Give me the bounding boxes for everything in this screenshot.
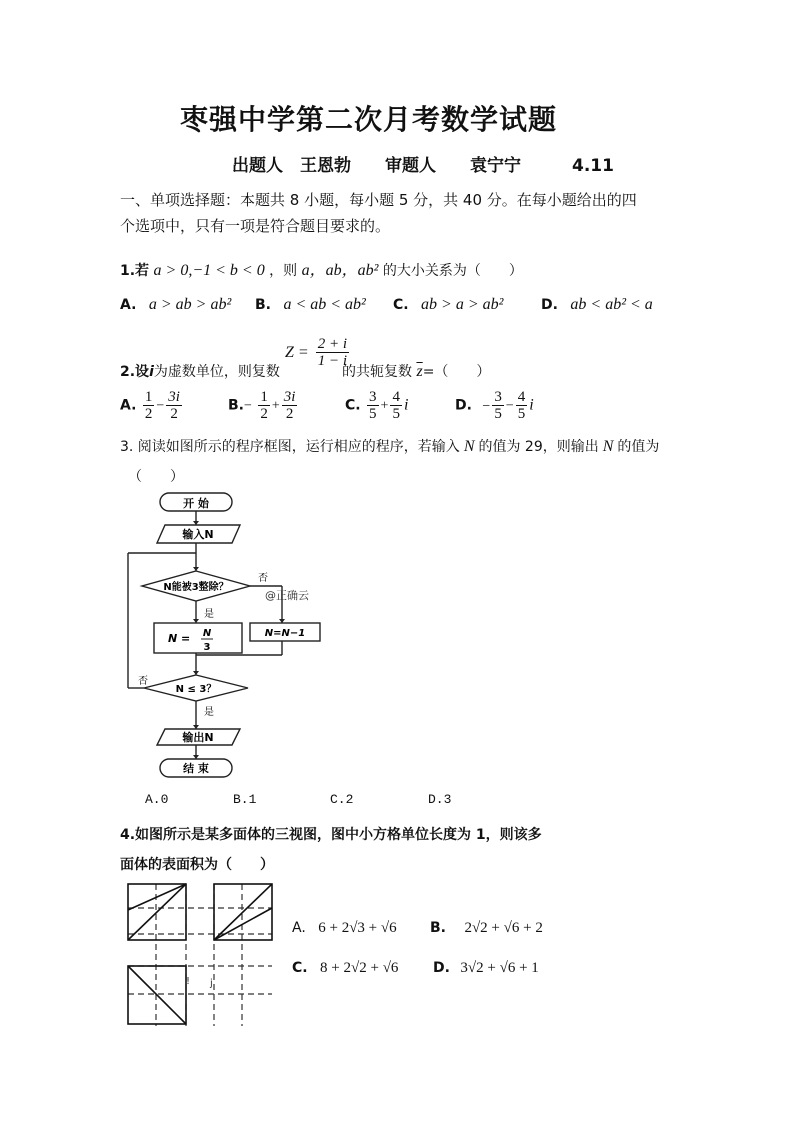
q3-line1c: 的值为 [617,439,660,455]
q1-option-a[interactable] [120,296,231,314]
option-label: C. [393,297,409,313]
option-label: B. [255,297,271,313]
option-expr: 6 + 2√3 + √6 [318,920,397,936]
q3-n: N [463,438,475,455]
watermark: @正确云 [265,589,309,602]
flow-end-text: 结 束 [183,762,209,775]
flow-assign2-text: N=N−1 [264,628,306,639]
option-label: D. [455,397,472,414]
q1-option-d[interactable] [541,296,653,314]
frac-den: 5 [369,406,377,422]
frac-den: 5 [517,406,526,422]
option-expr: 3√2 + √6 + 1 [460,960,539,976]
q3-option-c[interactable]: C.2 [330,792,354,807]
q1-mid: ，则 [269,263,298,279]
option-label: D. [541,297,558,313]
q3-option-b[interactable]: B.1 [233,792,257,807]
op: − [505,398,514,414]
flow-start-text: 开 始 [183,497,209,510]
frac-num: 1 [144,389,153,405]
flow-cond1-text: N能被3整除？ [163,582,229,593]
op: + [380,398,389,414]
frac-num: 3 [494,389,502,405]
q4-option-d[interactable] [433,960,539,977]
q1-prefix: 1.若 [120,263,150,279]
q4-option-c[interactable] [292,960,398,977]
option-expr: ab < ab² < a [570,296,653,313]
question-4-line2: 面体的表面积为（ ） [120,857,274,873]
flow-output-text: 输出N [182,731,214,744]
q3-option-d[interactable]: D.3 [428,792,452,807]
q2-option-a[interactable] [120,389,184,422]
q4-option-b[interactable] [430,920,543,937]
page-title: 枣强中学第二次月考数学试题 [180,103,558,136]
frac-den: 2 [170,406,178,422]
flow-assign1-lhs: N = [168,632,191,645]
frac-num: 4 [392,389,400,405]
flow-yes2: 是 [204,707,214,718]
q2-conj-text: 的共轭复数 [342,364,412,380]
flow-no1: 否 [258,573,268,584]
frac-den: 2 [144,406,153,422]
section-instruction-line1: 一、单项选择题：本题共 8 小题，每小题 5 分，共 40 分。在每小题给出的四 [120,191,637,209]
frac-den: 2 [260,406,268,422]
frac-den: 5 [392,406,400,422]
option-label: A. [292,920,306,936]
question-4-line1: 4.如图所示是某多面体的三视图，图中小方格单位长度为 1，则该多 [120,827,542,843]
q2-i: i [149,364,154,380]
question-2 [120,361,280,381]
option-label: C. [292,960,308,976]
q2-option-d[interactable] [455,389,534,422]
sign: − [244,398,252,414]
q3-line1b: 的值为 29，则输出 [478,439,599,455]
option-expr: ab > a > ab² [421,296,504,313]
q1-option-c[interactable] [393,296,503,314]
flow-assign1-num: N [202,628,212,639]
q2-z-eq: Z = [285,344,309,361]
mark-1: ! [186,976,191,987]
q2-conj [342,361,490,381]
q2-z-den: 1 − i [317,353,348,369]
q3-answer-paren: （ ） [128,469,184,485]
frac-num: 4 [517,389,526,405]
flow-no2: 否 [138,676,148,687]
option-expr: 8 + 2√2 + √6 [320,960,399,976]
option-label: B. [228,397,244,414]
flowchart [110,485,350,785]
q1-condition: a > 0,−1 < b < 0 [153,262,265,279]
sign: − [482,398,491,414]
question-3 [120,436,659,456]
op: − [156,398,165,414]
frac-num: 3i [168,389,180,405]
q4-option-a[interactable] [292,920,397,937]
q1-option-b[interactable] [255,296,366,314]
q2-z-num: 2 + i [317,336,348,352]
flow-input-text: 输入N [182,528,214,541]
frac-num: 3 [369,389,377,405]
q2-end: =（ ） [422,364,491,380]
q1-vars: a，ab，ab² [301,262,379,279]
frac-den: 2 [285,406,294,422]
option-expr: a < ab < ab² [283,296,366,313]
tail: i [529,396,534,414]
question-1 [120,257,523,280]
q1-suffix: 的大小关系为（ ） [382,263,523,279]
q2-option-c[interactable] [345,389,408,422]
frac-num: 3i [283,389,296,405]
section-instruction-line2: 个选项中，只有一项是符合题目要求的。 [120,217,391,235]
tail: i [403,396,409,414]
option-expr: a > ab > ab² [148,296,232,313]
frac-num: 1 [260,389,268,405]
option-label: C. [345,397,361,414]
flow-yes1: 是 [204,609,214,620]
flow-assign1-den: 3 [203,642,211,653]
q3-option-a[interactable]: A.0 [145,792,169,807]
three-view-diagram [124,882,276,1028]
q3-n-out: N [602,438,614,455]
frac-den: 5 [494,406,502,422]
op: + [271,398,280,414]
q2-option-b[interactable] [228,389,299,422]
option-label: A. [120,397,137,414]
option-expr: 2√2 + √6 + 2 [464,920,543,936]
q2-text: 为虚数单位，则复数 [153,364,280,380]
option-label: B. [430,920,446,936]
q2-zbar: $\overline{z}$ [416,363,423,380]
authors-line: 出题人 王恩勃 审题人 袁宁宁 4.11 [232,156,614,176]
q3-line1: 3. 阅读如图所示的程序框图，运行相应的程序，若输入 [120,439,460,455]
q2-prefix: 2.设 [120,364,150,380]
mark-2: j [210,978,213,989]
option-label: D. [433,960,450,976]
flow-cond2-text: N ≤ 3？ [175,684,217,695]
option-label: A. [120,297,137,313]
